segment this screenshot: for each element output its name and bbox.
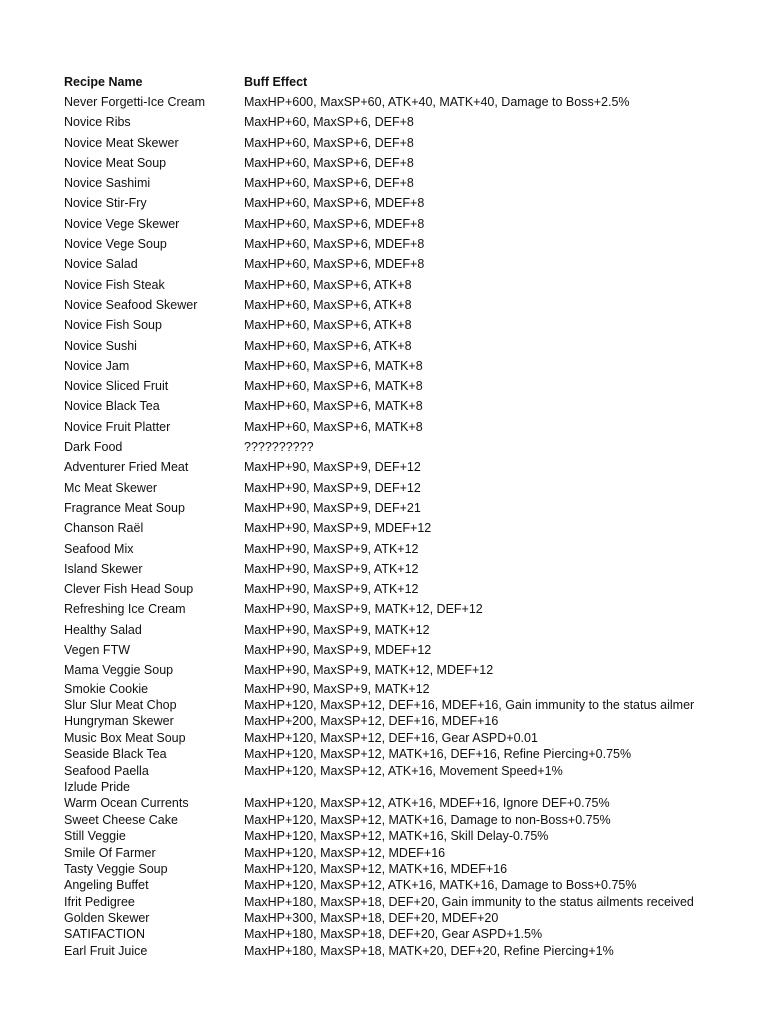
table-row (64, 640, 704, 660)
table-row (64, 877, 704, 893)
table-row (64, 730, 704, 746)
buff-effect-cell: MaxHP+120, MaxSP+12, MATK+16, Damage to non-Boss+0.75% (244, 812, 611, 827)
recipe-name-cell: Angeling Buffet (64, 878, 149, 893)
table-row (64, 376, 704, 396)
buff-effect-cell: MaxHP+60, MaxSP+6, ATK+8 (244, 277, 412, 292)
buff-effect-cell: MaxHP+60, MaxSP+6, MDEF+8 (244, 257, 425, 272)
buff-effect-cell: MaxHP+600, MaxSP+60, ATK+40, MATK+40, Damage to Boss+2.5% (244, 95, 630, 109)
recipe-name-cell: Novice Sashimi (64, 176, 151, 191)
table-row (64, 845, 704, 861)
buff-effect-cell: MaxHP+90, MaxSP+9, MATK+12, DEF+12 (244, 602, 483, 617)
table-row (64, 926, 704, 942)
recipe-name-cell: SATIFACTION (64, 927, 146, 942)
buff-effect-cell: MaxHP+90, MaxSP+9, DEF+12 (244, 460, 421, 475)
buff-effect-cell: MaxHP+120, MaxSP+12, MATK+16, DEF+16, Refine Piercing+0.75% (244, 747, 632, 762)
table-row (64, 214, 704, 234)
recipe-name-cell: Novice Vege Skewer (64, 216, 180, 231)
recipe-name-cell: Novice Jam (64, 358, 130, 373)
table-row (64, 713, 704, 729)
recipe-name-cell: Novice Sliced Fruit (64, 379, 169, 394)
table-row (64, 795, 704, 811)
buff-effect-cell: MaxHP+60, MaxSP+6, MDEF+8 (244, 196, 425, 211)
buff-effect-cell: MaxHP+60, MaxSP+6, MATK+8 (244, 419, 423, 434)
recipe-name-cell: Novice Fruit Platter (64, 419, 171, 434)
table-row (64, 620, 704, 640)
recipe-name-cell: Seaside Black Tea (64, 747, 167, 762)
table-body (64, 92, 704, 959)
buff-effect-cell: MaxHP+120, MaxSP+12, DEF+16, MDEF+16, Gain immunity to the status ailmer (244, 698, 695, 712)
recipe-name-cell: Novice Seafood Skewer (64, 297, 198, 312)
table-row (64, 779, 704, 795)
table-row (64, 193, 704, 213)
buff-effect-cell: MaxHP+120, MaxSP+12, ATK+16, Movement Speed+1% (244, 763, 563, 778)
buff-effect-cell: MaxHP+90, MaxSP+9, MDEF+12 (244, 643, 432, 658)
buff-effect-cell: MaxHP+60, MaxSP+6, MATK+8 (244, 399, 423, 414)
recipe-name-cell: Hungryman Skewer (64, 714, 174, 729)
buff-effect-cell: MaxHP+60, MaxSP+6, MATK+8 (244, 379, 423, 394)
recipe-name-cell: Fragrance Meat Soup (64, 500, 185, 515)
table-row (64, 498, 704, 518)
buff-effect-cell: MaxHP+120, MaxSP+12, MDEF+16 (244, 845, 446, 860)
table-row (64, 943, 704, 959)
table-row (64, 457, 704, 477)
table-row (64, 315, 704, 335)
table-row (64, 539, 704, 559)
recipe-name-cell: Earl Fruit Juice (64, 943, 148, 958)
recipe-name-cell: Healthy Salad (64, 622, 142, 637)
table-row (64, 894, 704, 910)
recipe-name-cell: Golden Skewer (64, 911, 150, 926)
table-row (64, 828, 704, 844)
recipe-name-cell: Seafood Mix (64, 541, 134, 556)
buff-effect-cell: MaxHP+90, MaxSP+9, DEF+21 (244, 500, 421, 515)
recipe-name-cell: Novice Salad (64, 257, 138, 272)
table-row (64, 112, 704, 132)
buff-effect-cell: MaxHP+180, MaxSP+18, DEF+20, Gear ASPD+1.5% (244, 927, 543, 942)
buff-effect-cell: MaxHP+90, MaxSP+9, MDEF+12 (244, 521, 432, 536)
recipe-name-cell: Adventurer Fried Meat (64, 460, 189, 475)
buff-effect-cell: MaxHP+60, MaxSP+6, MDEF+8 (244, 237, 425, 252)
buff-effect-cell: MaxHP+180, MaxSP+18, MATK+20, DEF+20, Refine Piercing+1% (244, 943, 614, 958)
table-row (64, 254, 704, 274)
table-row (64, 660, 704, 680)
table-row (64, 396, 704, 416)
recipe-name-cell: Slur Slur Meat Chop (64, 698, 177, 712)
recipe-name-cell: Clever Fish Head Soup (64, 582, 194, 597)
recipe-name-cell: Ifrit Pedigree (64, 894, 135, 909)
table-header (64, 72, 704, 92)
recipe-name-cell: Izlude Pride (64, 779, 131, 794)
table-row (64, 295, 704, 315)
recipe-name-cell: Music Box Meat Soup (64, 730, 186, 745)
table-row (64, 133, 704, 153)
buff-effect-cell: MaxHP+120, MaxSP+12, MATK+16, Skill Delay-0.75% (244, 829, 549, 844)
recipe-name-cell: Smile Of Farmer (64, 845, 156, 860)
table-row (64, 234, 704, 254)
buff-effect-cell: MaxHP+60, MaxSP+6, DEF+8 (244, 135, 414, 150)
recipe-name-cell: Chanson Raël (64, 521, 144, 536)
buff-effect-cell: MaxHP+120, MaxSP+12, MATK+16, MDEF+16 (244, 861, 508, 876)
buff-effect-cell: MaxHP+90, MaxSP+9, ATK+12 (244, 582, 419, 597)
table-row (64, 697, 704, 713)
header-buff-effect: Buff Effect (244, 75, 308, 89)
table-row (64, 518, 704, 538)
table-row (64, 92, 704, 112)
recipe-name-cell: Novice Fish Soup (64, 318, 162, 333)
recipe-name-cell: Novice Fish Steak (64, 277, 165, 292)
buff-effect-cell: MaxHP+60, MaxSP+6, DEF+8 (244, 176, 414, 191)
buff-effect-cell: MaxHP+60, MaxSP+6, DEF+8 (244, 155, 414, 170)
recipe-name-cell: Novice Sushi (64, 338, 137, 353)
buff-effect-cell: MaxHP+90, MaxSP+9, MATK+12, MDEF+12 (244, 663, 494, 678)
buff-effect-cell: MaxHP+90, MaxSP+9, MATK+12 (244, 681, 430, 696)
buff-effect-cell: MaxHP+60, MaxSP+6, ATK+8 (244, 297, 412, 312)
buff-effect-cell: MaxHP+300, MaxSP+18, DEF+20, MDEF+20 (244, 911, 499, 926)
buff-effect-cell: MaxHP+60, MaxSP+6, ATK+8 (244, 318, 412, 333)
table-row (64, 579, 704, 599)
recipe-name-cell: Smokie Cookie (64, 681, 149, 696)
buff-effect-cell: MaxHP+90, MaxSP+9, ATK+12 (244, 541, 419, 556)
table-row (64, 336, 704, 356)
buff-effect-cell: MaxHP+60, MaxSP+6, MDEF+8 (244, 216, 425, 231)
buff-effect-cell: MaxHP+200, MaxSP+12, DEF+16, MDEF+16 (244, 714, 499, 729)
table-row (64, 599, 704, 619)
recipe-name-cell: Mc Meat Skewer (64, 480, 158, 495)
table-row (64, 763, 704, 779)
table-row (64, 746, 704, 762)
recipe-name-cell: Island Skewer (64, 561, 143, 576)
buff-effect-cell: MaxHP+90, MaxSP+9, MATK+12 (244, 622, 430, 637)
recipe-name-cell: Seafood Paella (64, 763, 149, 778)
recipe-name-cell: Tasty Veggie Soup (64, 861, 168, 876)
buff-effect-cell: MaxHP+60, MaxSP+6, DEF+8 (244, 115, 414, 130)
table-row (64, 559, 704, 579)
buff-effect-cell: MaxHP+120, MaxSP+12, ATK+16, MDEF+16, Ignore DEF+0.75% (244, 796, 610, 811)
table-row (64, 356, 704, 376)
buff-effect-cell: MaxHP+180, MaxSP+18, DEF+20, Gain immunity to the status ailments received (244, 894, 694, 909)
recipe-name-cell: Novice Stir-Fry (64, 196, 147, 211)
recipe-name-cell: Novice Black Tea (64, 399, 160, 414)
recipe-name-cell: Never Forgetti-Ice Cream (64, 95, 206, 109)
buff-effect-cell: MaxHP+90, MaxSP+9, DEF+12 (244, 480, 421, 495)
table-row (64, 417, 704, 437)
table-row (64, 173, 704, 193)
buff-effect-cell: MaxHP+60, MaxSP+6, MATK+8 (244, 358, 423, 373)
buff-effect-cell: MaxHP+90, MaxSP+9, ATK+12 (244, 561, 419, 576)
table-row (64, 910, 704, 926)
buff-effect-cell: MaxHP+60, MaxSP+6, ATK+8 (244, 338, 412, 353)
recipe-name-cell: Refreshing Ice Cream (64, 602, 186, 617)
header-recipe-name: Recipe Name (64, 75, 143, 89)
buff-effect-cell: ?????????? (244, 440, 314, 455)
recipe-name-cell: Dark Food (64, 440, 123, 455)
recipe-name-cell: Still Veggie (64, 829, 126, 844)
table-row (64, 437, 704, 457)
table-row (64, 861, 704, 877)
table-row (64, 275, 704, 295)
table-row (64, 478, 704, 498)
recipe-name-cell: Warm Ocean Currents (64, 796, 189, 811)
recipe-name-cell: Vegen FTW (64, 643, 130, 658)
recipe-name-cell: Novice Ribs (64, 115, 131, 130)
table-row (64, 153, 704, 173)
recipe-name-cell: Novice Meat Soup (64, 155, 167, 170)
recipe-name-cell: Mama Veggie Soup (64, 663, 174, 678)
buff-effect-cell: MaxHP+120, MaxSP+12, DEF+16, Gear ASPD+0.01 (244, 730, 538, 745)
recipe-name-cell: Sweet Cheese Cake (64, 812, 178, 827)
table-row (64, 812, 704, 828)
recipe-name-cell: Novice Meat Skewer (64, 135, 179, 150)
recipe-name-cell: Novice Vege Soup (64, 237, 167, 252)
table-row (64, 681, 704, 697)
buff-effect-cell: MaxHP+120, MaxSP+12, ATK+16, MATK+16, Damage to Boss+0.75% (244, 878, 637, 893)
